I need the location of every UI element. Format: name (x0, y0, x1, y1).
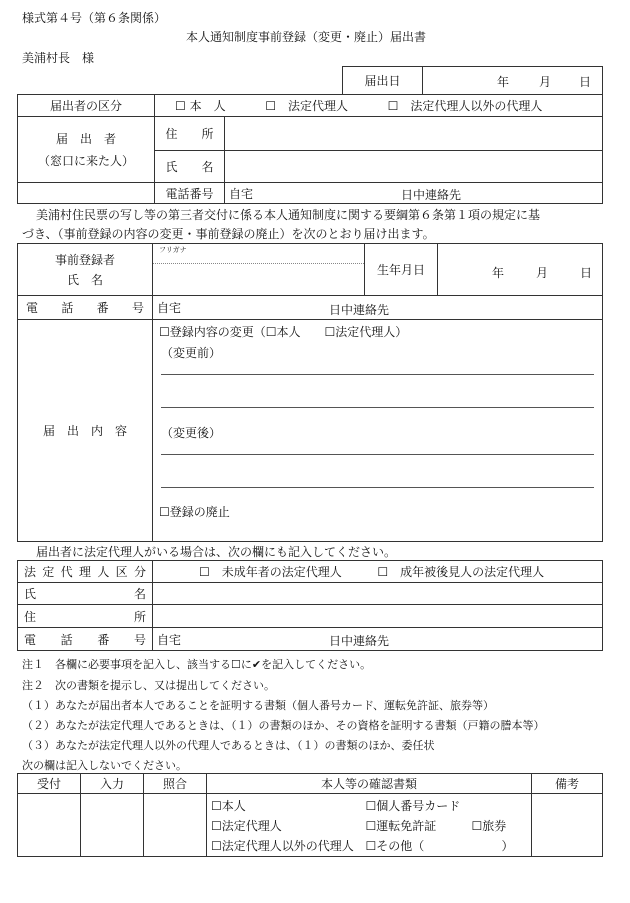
content-label: 届 出 内 容 (18, 320, 153, 542)
notifier-category-options (155, 95, 603, 117)
legal-category-options (153, 561, 603, 583)
notifier-name-label: 氏 名 (155, 151, 225, 183)
doc-legal-rep-option[interactable]: ☐法定代理人 (211, 819, 282, 833)
header-reception: 受付 (18, 774, 81, 794)
registrant-name-field[interactable] (153, 244, 365, 296)
doc-license-option[interactable]: ☐運転免許証 (365, 819, 437, 833)
option-self[interactable]: ☐ 本 人 (175, 99, 226, 113)
furigana-label: フリガナ (159, 246, 187, 254)
notifier-category-label: 届出者の区分 (18, 95, 155, 117)
birth-day-label: 日 (580, 266, 593, 280)
filing-year-label: 年 (497, 75, 510, 89)
notifier-phone-field[interactable] (225, 183, 603, 204)
filing-date-table (342, 66, 603, 95)
header-verify: 照合 (144, 774, 207, 794)
registrant-label (18, 244, 153, 296)
birth-month-label: 月 (536, 266, 549, 280)
doc-other-close: ） (501, 839, 514, 853)
filing-date-field[interactable] (423, 67, 603, 95)
registrant-home-label: 自宅 (157, 301, 182, 315)
legal-rep-note: 届出者に法定代理人がいる場合は、次の欄にも記入してください。 (36, 545, 397, 559)
notifier-name-field[interactable] (225, 151, 603, 183)
remarks-cell[interactable] (532, 794, 603, 857)
doc-other-rep-option[interactable]: ☐法定代理人以外の代理人 (211, 839, 354, 853)
legal-phone-field[interactable] (153, 628, 603, 651)
birth-year-label: 年 (492, 266, 505, 280)
option-minor-rep[interactable]: ☐ 未成年者の法定代理人 (199, 565, 342, 579)
notifier-address-field[interactable] (225, 117, 603, 151)
notifier-label (18, 117, 155, 183)
before-change-label: （変更前） (161, 346, 222, 360)
office-use-note: 次の欄は記入しないでください。 (22, 759, 187, 772)
addressee: 美浦村長 様 (22, 51, 95, 65)
doc-other-option[interactable] (366, 836, 528, 856)
doc-other-open: ☐その他（ (365, 839, 425, 853)
registrant-phone-label: 電 話 番 号 (18, 296, 153, 320)
id-doc-right-cell (362, 794, 532, 857)
after-line-2 (161, 487, 594, 488)
form-title: 本人通知制度事前登録（変更・廃止）届出書 (186, 30, 427, 44)
option-legal-rep[interactable]: ☐ 法定代理人 (265, 99, 348, 113)
doc-passport-option[interactable]: ☐旅券 (471, 819, 507, 833)
note-2-item-3: （３）あなたが法定代理人以外の代理人であるときは、（１）の書類のほか、委任状 (22, 739, 435, 752)
legal-rep-table (17, 560, 603, 651)
before-line-2 (161, 407, 594, 408)
legal-name-field[interactable] (153, 583, 603, 605)
intro-line2: づき、（事前登録の内容の変更・事前登録の廃止）を次のとおり届け出ます。 (22, 227, 435, 241)
after-change-label: （変更後） (161, 426, 222, 440)
note-2-item-2: （２）あなたが法定代理人であるときは、（１）の書類のほか、その資格を証明する書類（戸籍の謄本等） (22, 719, 545, 732)
note-2: 注２ 次の書類を提示し、又は提出してください。 (22, 679, 275, 692)
registrant-table (17, 243, 603, 542)
notifier-label-line1: 届 出 者 (55, 131, 116, 146)
option-other-rep[interactable]: ☐ 法定代理人以外の代理人 (387, 99, 543, 113)
abolish-registration-option[interactable]: ☐登録の廃止 (159, 505, 230, 519)
after-line-1 (161, 454, 594, 455)
legal-phone-label: 電 話 番 号 (18, 628, 153, 651)
legal-daytime-label: 日中連絡先 (329, 634, 390, 648)
legal-name-label: 氏 名 (18, 583, 153, 605)
header-remarks: 備考 (532, 774, 603, 794)
verify-cell[interactable] (144, 794, 207, 857)
notifier-daytime-label: 日中連絡先 (401, 188, 462, 202)
registrant-phone-field[interactable] (153, 296, 603, 320)
reception-cell[interactable] (18, 794, 81, 857)
option-adult-ward-rep[interactable]: ☐ 成年被後見人の法定代理人 (377, 565, 545, 579)
birth-date-field[interactable] (438, 244, 603, 296)
registrant-label-line2: 氏 名 (66, 272, 103, 287)
notifier-table (17, 94, 603, 204)
office-use-table (17, 773, 603, 857)
registrant-label-line1: 事前登録者 (54, 252, 115, 267)
change-registration-option[interactable]: ☐登録内容の変更（☐本人 ☐法定代理人） (159, 325, 408, 339)
filing-day-label: 日 (579, 75, 592, 89)
doc-mynumber-option[interactable]: ☐個人番号カード (365, 799, 461, 813)
notifier-label-line2: （窓口に来た人） (37, 153, 134, 168)
content-field[interactable] (153, 320, 603, 542)
notifier-home-label: 自宅 (229, 186, 254, 201)
birth-date-label: 生年月日 (365, 244, 438, 296)
note-2-item-1: （１）あなたが届出者本人であることを証明する書類（個人番号カード、運転免許証、旅券等） (22, 699, 495, 712)
note-1: 注１ 各欄に必要事項を記入し、該当する☐に✔を記入してください。 (22, 658, 372, 671)
filing-month-label: 月 (539, 75, 552, 89)
header-id-documents: 本人等の確認書類 (207, 774, 532, 794)
legal-address-field[interactable] (153, 605, 603, 628)
notifier-phone-label: 電話番号 (155, 183, 225, 204)
legal-home-label: 自宅 (157, 632, 182, 647)
notifier-address-label: 住 所 (155, 117, 225, 151)
legal-category-label: 法定代理人区分 (18, 561, 153, 583)
id-doc-left-cell (207, 794, 362, 857)
form-number: 様式第４号（第６条関係） (22, 11, 167, 25)
header-input: 入力 (81, 774, 144, 794)
registrant-daytime-label: 日中連絡先 (329, 303, 390, 317)
filing-date-label: 届出日 (343, 67, 423, 95)
doc-self-option[interactable]: ☐本人 (211, 799, 246, 813)
before-line-1 (161, 374, 594, 375)
input-cell[interactable] (81, 794, 144, 857)
legal-address-label: 住 所 (18, 605, 153, 628)
intro-line1: 美浦村住民票の写し等の第三者交付に係る本人通知制度に関する要綱第６条第１項の規定に基 (36, 208, 541, 222)
